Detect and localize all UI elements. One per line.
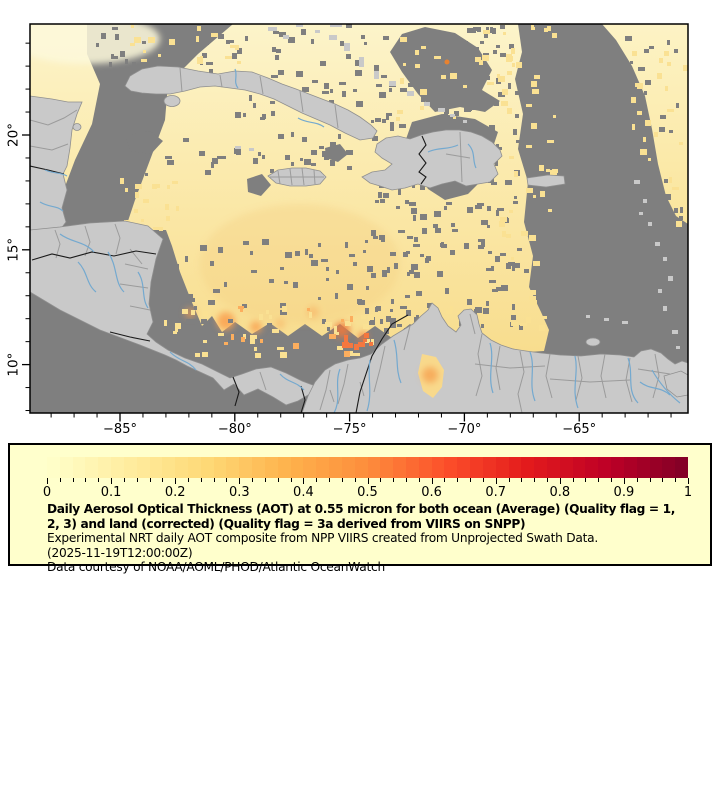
- colorbar-tick: [560, 478, 561, 484]
- aot-hotspot-maracaibo: [422, 367, 438, 383]
- colorbar-cell: [214, 457, 227, 478]
- colorbar-tick: [432, 478, 433, 484]
- colorbar-cell: [662, 457, 675, 478]
- colorbar-tick-label: 0.6: [421, 485, 442, 500]
- colorbar-tick: [60, 478, 61, 482]
- colorbar-cell: [393, 457, 406, 478]
- colorbar-tick: [637, 478, 638, 482]
- colorbar-cell: [150, 457, 163, 478]
- land-margarita: [586, 338, 600, 346]
- colorbar-tick: [393, 478, 394, 482]
- x-axis-tick-label: −75°: [332, 422, 367, 437]
- colorbar-tick: [124, 478, 125, 482]
- colorbar-cell: [380, 457, 393, 478]
- colorbar-cell: [496, 457, 509, 478]
- colorbar-tick: [150, 478, 151, 482]
- map-layers: [10, 14, 688, 413]
- colorbar-tick: [188, 478, 189, 482]
- colorbar-cell: [368, 457, 381, 478]
- colorbar-tick-label: 0.4: [293, 485, 314, 500]
- colorbar-tick-label: 1: [683, 485, 693, 500]
- colorbar-cell: [483, 457, 496, 478]
- colorbar-tick: [662, 478, 663, 482]
- colorbar-cell: [60, 457, 73, 478]
- colorbar-cell: [201, 457, 214, 478]
- colorbar-cell: [137, 457, 150, 478]
- colorbar-tick: [380, 478, 381, 482]
- colorbar-cell: [291, 457, 304, 478]
- colorbar-tick: [47, 478, 48, 484]
- colorbar-cell: [316, 457, 329, 478]
- colorbar-tick-label: 0.3: [228, 485, 250, 500]
- colorbar-tick: [252, 478, 253, 482]
- colorbar-cell: [47, 457, 60, 478]
- colorbar-cell: [534, 457, 547, 478]
- colorbar-cell: [650, 457, 663, 478]
- colorbar-cell: [124, 457, 137, 478]
- colorbar-tick: [496, 478, 497, 484]
- caption-block: [47, 502, 711, 575]
- colorbar-tick: [303, 478, 304, 484]
- colorbar-tick: [162, 478, 163, 482]
- colorbar-tick-label: 0: [42, 485, 52, 500]
- colorbar-tick-label: 0.9: [613, 485, 635, 500]
- colorbar-cell: [265, 457, 278, 478]
- colorbar-tick: [509, 478, 510, 482]
- colorbar-tick: [573, 478, 574, 482]
- colorbar-tick: [355, 478, 356, 482]
- colorbar-tick: [419, 478, 420, 482]
- colorbar-tick: [111, 478, 112, 484]
- colorbar-tick: [547, 478, 548, 482]
- colorbar-tick: [226, 478, 227, 482]
- colorbar-cell: [406, 457, 419, 478]
- colorbar-tick: [406, 478, 407, 482]
- y-axis-tick-label: 20°: [5, 123, 22, 147]
- colorbar-tick-label: 0.8: [549, 485, 571, 500]
- caption-title-line2: 2, 3) and land (corrected) (Quality flag = 3a derived from VIIRS on SNPP): [47, 516, 526, 531]
- colorbar-tick: [534, 478, 535, 482]
- colorbar: [47, 457, 688, 478]
- colorbar-tick: [624, 478, 625, 484]
- colorbar-tick: [444, 478, 445, 482]
- colorbar-cell: [611, 457, 624, 478]
- colorbar-tick-label: 0.7: [485, 485, 507, 500]
- colorbar-tick: [201, 478, 202, 482]
- colorbar-tick: [611, 478, 612, 482]
- colorbar-cell: [226, 457, 239, 478]
- caption-subtitle: Experimental NRT daily AOT composite from NPP VIIRS created from Unprojected Swath Data.: [47, 531, 599, 546]
- colorbar-tick: [137, 478, 138, 482]
- colorbar-tick: [329, 478, 330, 482]
- colorbar-tick: [278, 478, 279, 482]
- colorbar-tick: [598, 478, 599, 482]
- colorbar-tick: [85, 478, 86, 482]
- colorbar-tick: [483, 478, 484, 482]
- colorbar-cell: [444, 457, 457, 478]
- colorbar-cell: [303, 457, 316, 478]
- colorbar-cell: [278, 457, 291, 478]
- colorbar-tick: [521, 478, 522, 482]
- colorbar-tick-label: 0.5: [357, 485, 378, 500]
- colorbar-tick: [291, 478, 292, 482]
- colorbar-tick: [214, 478, 215, 482]
- colorbar-tick: [98, 478, 99, 482]
- colorbar-tick: [316, 478, 317, 482]
- colorbar-tick: [239, 478, 240, 484]
- colorbar-cell: [419, 457, 432, 478]
- colorbar-cell: [547, 457, 560, 478]
- colorbar-cell: [342, 457, 355, 478]
- colorbar-cell: [85, 457, 98, 478]
- colorbar-cell: [585, 457, 598, 478]
- colorbar-tick: [73, 478, 74, 482]
- colorbar-tick: [175, 478, 176, 484]
- colorbar-tick-label: 0.1: [100, 485, 122, 500]
- colorbar-cell: [162, 457, 175, 478]
- colorbar-cell: [637, 457, 650, 478]
- land-isle-of-youth: [164, 96, 180, 107]
- caption-timestamp: (2025-11-19T12:00:00Z): [47, 545, 193, 560]
- colorbar-cell: [329, 457, 342, 478]
- x-axis-tick-label: −65°: [562, 422, 597, 437]
- colorbar-cell: [432, 457, 445, 478]
- colorbar-cell: [239, 457, 252, 478]
- colorbar-cell: [521, 457, 534, 478]
- colorbar-cell: [470, 457, 483, 478]
- land-puerto-rico: [527, 175, 565, 187]
- colorbar-cell: [111, 457, 124, 478]
- colorbar-legend: [8, 443, 712, 575]
- caption-credit: Data courtesy of NOAA/AOML/PHOD/Atlantic OceanWatch: [47, 560, 385, 575]
- colorbar-cell: [175, 457, 188, 478]
- colorbar-tick: [265, 478, 266, 482]
- y-axis-tick-label: 15°: [5, 237, 22, 262]
- colorbar-cell: [509, 457, 522, 478]
- x-axis-tick-label: −70°: [447, 422, 482, 437]
- colorbar-tick-label: 0.2: [164, 485, 186, 500]
- colorbar-cell: [573, 457, 586, 478]
- colorbar-cell: [457, 457, 470, 478]
- colorbar-cell: [188, 457, 201, 478]
- colorbar-cell: [252, 457, 265, 478]
- colorbar-tick: [470, 478, 471, 482]
- orange-pixel: [445, 60, 450, 65]
- x-axis-tick-label: −80°: [217, 422, 252, 437]
- colorbar-tick: [368, 478, 369, 484]
- colorbar-cell: [73, 457, 86, 478]
- caption-title-line1: Daily Aerosol Optical Thickness (AOT) at 0.55 micron for both ocean (Average) (Quality flag = 1,: [47, 502, 676, 516]
- colorbar-tick: [675, 478, 676, 482]
- colorbar-cell: [560, 457, 573, 478]
- colorbar-cell: [98, 457, 111, 478]
- y-axis-tick-label: 10°: [5, 352, 22, 377]
- colorbar-tick: [650, 478, 651, 482]
- x-axis-tick-label: −85°: [103, 422, 137, 437]
- colorbar-tick: [688, 478, 689, 484]
- colorbar-tick: [342, 478, 343, 482]
- colorbar-cell: [675, 457, 688, 478]
- colorbar-cell: [355, 457, 368, 478]
- colorbar-tick: [457, 478, 458, 482]
- land-cozumel: [73, 124, 81, 131]
- colorbar-cell: [624, 457, 637, 478]
- colorbar-cell: [598, 457, 611, 478]
- colorbar-tick: [585, 478, 586, 482]
